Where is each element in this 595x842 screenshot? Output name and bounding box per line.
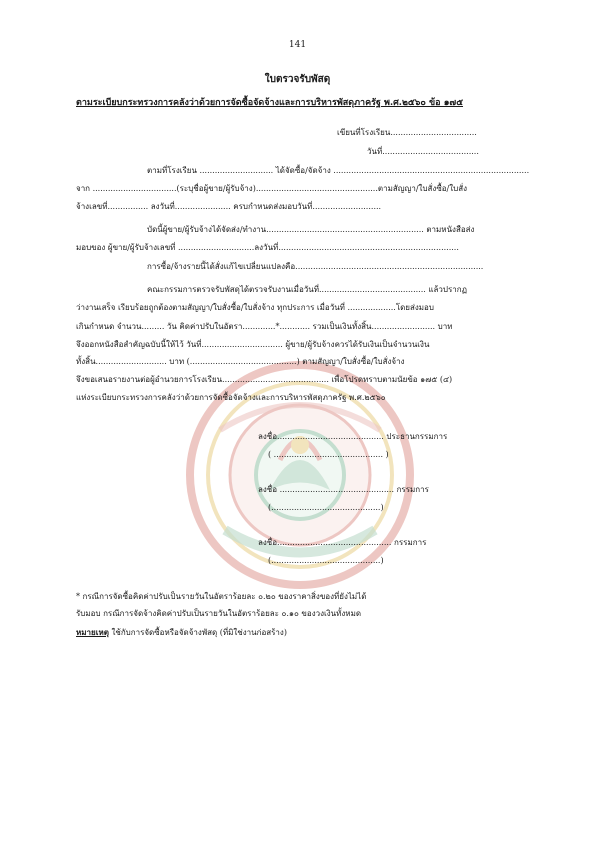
page-number: 141 bbox=[288, 40, 307, 50]
page-title: ใบตรวจรับพัสดุ bbox=[264, 74, 331, 85]
signature-chair: ลงชื่อ.......................................... ประธานกรรมการ bbox=[258, 432, 448, 441]
signature-member-2: ลงชื่อ............................................. กรรมการ bbox=[258, 538, 427, 547]
para4-line1: คณะกรรมการตรวจรับพัสดุได้ตรวจรับงานเมื่อวันที่.......................................... แล้วปรากฏ bbox=[147, 285, 467, 294]
school-line: เขียนที่โรงเรียน.................................. bbox=[337, 128, 477, 137]
signature-member-1-name: (...........................................) bbox=[268, 503, 384, 512]
para1-line2: จาก .................................(ระบุชื่อผู้ขาย/ผู้รับจ้าง)................................................ตามสัญญา/ใบสั่งซื้อ/ใบสั่ง bbox=[76, 184, 468, 193]
date-line: วันที่...................................... bbox=[367, 147, 479, 156]
para4-line5: ทั้งสิ้น............................ บาท (..........................................) ตามสัญญา/ใบสั่งซื้อ/ใบสั่งจ้าง bbox=[76, 357, 405, 366]
para3-line1: การซื้อ/จ้างรายนี้ได้สั่งแก้ไขเปลี่ยนแปลงคือ.......................................................................... bbox=[147, 262, 484, 271]
footnote-line1: * กรณีการจัดซื้อคิดค่าปรับเป็นรายวันในอัตราร้อยละ ๐.๒๐ ของราคาสิ่งของที่ยังไม่ได้ bbox=[76, 592, 367, 601]
para2-line1: บัดนี้ผู้ขาย/ผู้รับจ้างได้จัดส่ง/ทำงาน.............................................................. ตามหนังสือส่ง bbox=[147, 225, 475, 234]
signature-member-1: ลงชื่อ ............................................. กรรมการ bbox=[258, 485, 429, 494]
signature-chair-name: ( ........................................... ) bbox=[268, 450, 389, 459]
remark-label: หมายเหตุ bbox=[76, 627, 109, 637]
para4-line3: เกินกำหนด จำนวน......... วัน คิดค่าปรับในอัตรา.............*............ รวมเป็นเงินทั้งสิ้น......................... บาท bbox=[76, 322, 453, 331]
para1-line1: ตามที่โรงเรียน ............................. ได้จัดซื้อ/จัดจ้าง ............................................................................. bbox=[147, 166, 530, 175]
remark-text: ใช้กับการจัดซื้อหรือจัดจ้างพัสดุ (ที่มิใช่งานก่อสร้าง) bbox=[108, 628, 287, 637]
remark-line bbox=[76, 627, 287, 638]
footnote-line2: รับมอบ กรณีการจัดจ้างคิดค่าปรับเป็นรายวันในอัตราร้อยละ ๐.๑๐ ของวงเงินทั้งหมด bbox=[76, 609, 362, 618]
para2-line2: มอบของ ผู้ขาย/ผู้รับจ้างเลขที่ ..............................ลงวันที่....................................................................... bbox=[76, 243, 459, 252]
para4-line6: จึงขอเสนอรายงานต่อผู้อำนวยการโรงเรียน.......................................... เพื่อโปรดทราบตามนัยข้อ ๑๗๕ (๔) bbox=[76, 375, 453, 384]
para4-line4: จึงออกหนังสือสำคัญฉบับนี้ให้ไว้ วันที่................................ ผู้ขาย/ผู้รับจ้างควรได้รับเงินเป็นจำนวนเงิน bbox=[76, 340, 430, 349]
para4-line2: ว่างานเสร็จ เรียบร้อยถูกต้องตามสัญญา/ใบสั่งซื้อ/ใบสั่งจ้าง ทุกประการ เมื่อวันที่ ...................โดยส่งมอบ bbox=[76, 303, 434, 312]
para4-line7: แห่งระเบียบกระทรวงการคลังว่าด้วยการจัดซื้อจัดจ้างและการบริหารพัสดุภาครัฐ พ.ศ.๒๕๖๐ bbox=[76, 393, 386, 402]
signature-member-2-name: (...........................................) bbox=[268, 556, 384, 565]
page-subtitle: ตามระเบียบกระทรวงการคลังว่าด้วยการจัดซื้อจัดจ้างและการบริหารพัสดุภาครัฐ พ.ศ.๒๕๖๐ ข้อ ๑๗๕ bbox=[76, 98, 464, 108]
para1-line3: จ้างเลขที่................ ลงวันที่...................... ครบกำหนดส่งมอบวันที่........................... bbox=[76, 202, 382, 211]
